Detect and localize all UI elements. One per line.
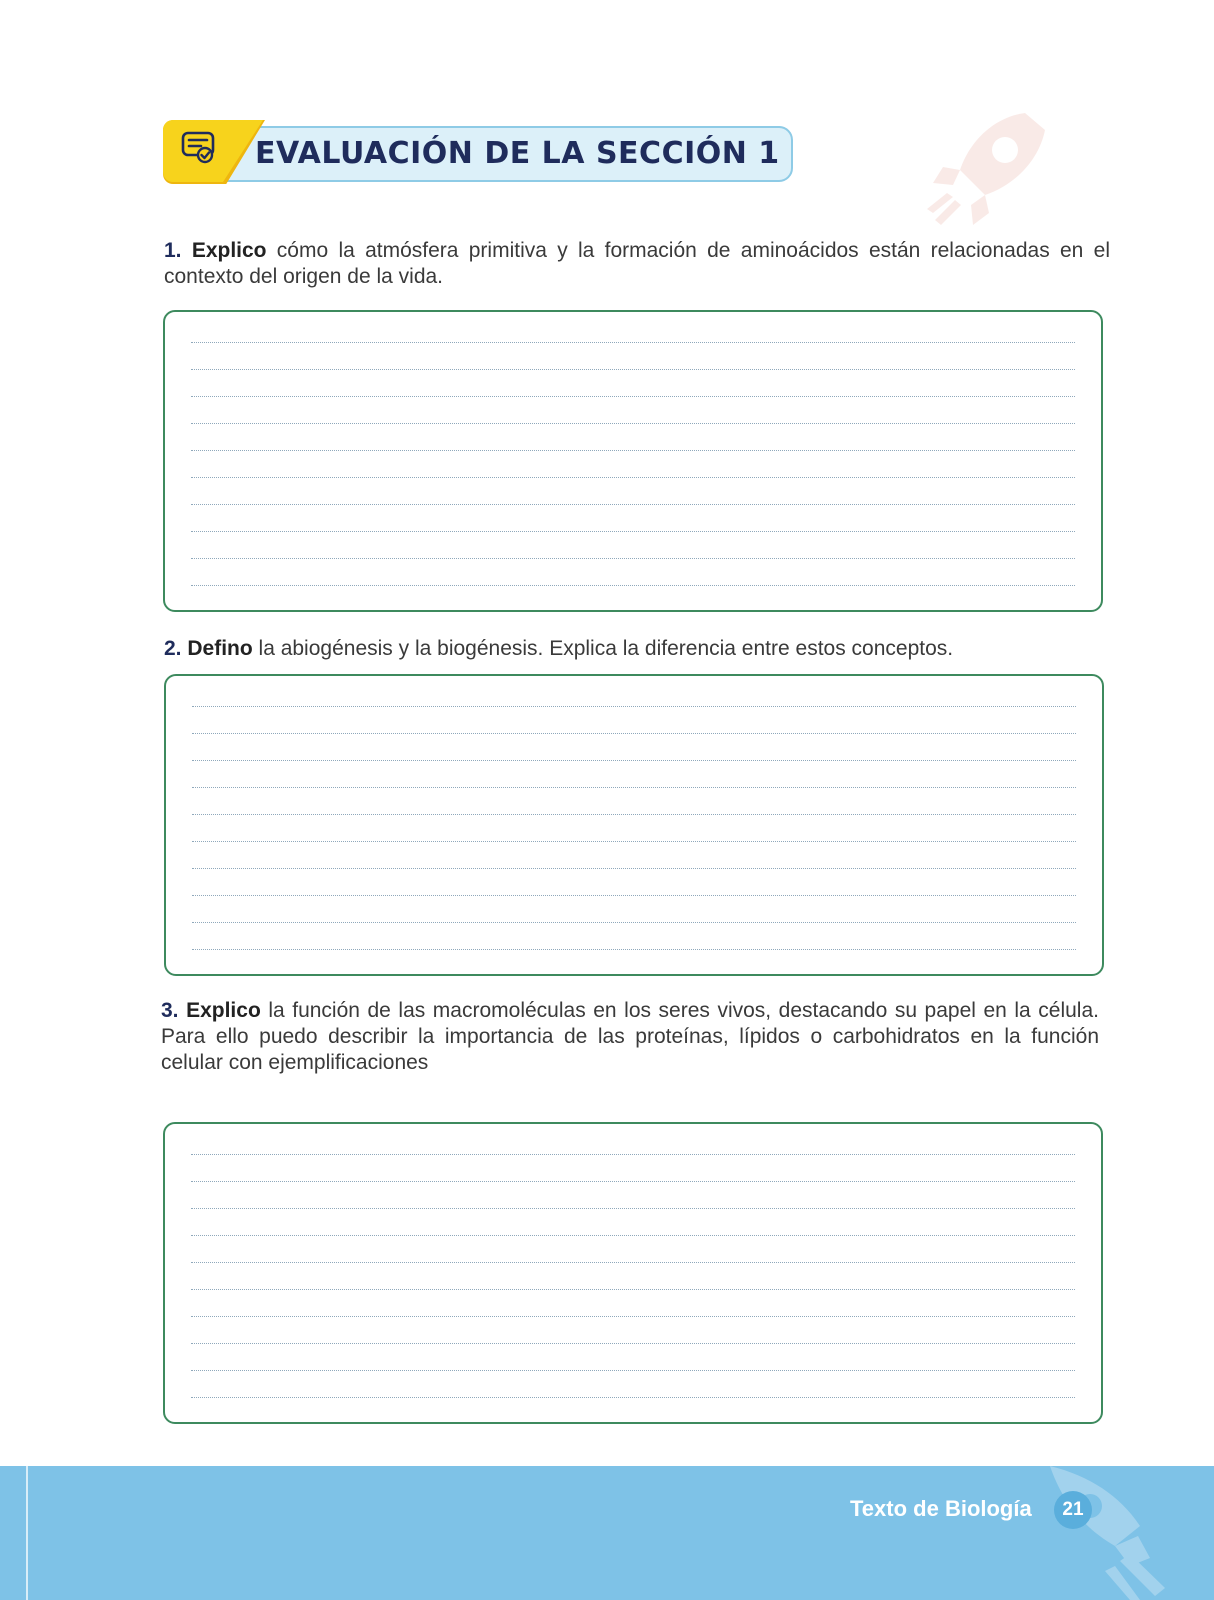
answer-line bbox=[191, 1262, 1075, 1263]
answer-line bbox=[192, 706, 1076, 707]
answer-line bbox=[192, 760, 1076, 761]
answer-line bbox=[191, 504, 1075, 505]
question-1 bbox=[164, 238, 1110, 290]
question-2 bbox=[164, 636, 1110, 662]
question-3-text: la función de las macromoléculas en los seres vivos, destacando su papel en la célula. Para ello puedo describir la importancia de las proteínas, lípidos o carbohidratos en la función celular con ejemplificaciones bbox=[161, 999, 1099, 1074]
question-3-number: 3. bbox=[161, 999, 179, 1022]
answer-box-1[interactable] bbox=[163, 310, 1103, 612]
answer-line bbox=[191, 1235, 1075, 1236]
question-2-verb: Defino bbox=[187, 637, 253, 660]
question-1-text: cómo la atmósfera primitiva y la formación de aminoácidos están relacionadas en el contexto del origen de la vida. bbox=[164, 239, 1110, 288]
footer-book-title: Texto de Biología bbox=[850, 1496, 1032, 1521]
answer-line bbox=[191, 1289, 1075, 1290]
answer-box-2[interactable] bbox=[164, 674, 1104, 976]
answer-line bbox=[192, 922, 1076, 923]
answer-line bbox=[191, 1343, 1075, 1344]
answer-line bbox=[191, 423, 1075, 424]
answer-line bbox=[191, 558, 1075, 559]
answer-line bbox=[191, 342, 1075, 343]
footer-divider bbox=[26, 1466, 28, 1600]
question-3-verb: Explico bbox=[186, 999, 261, 1022]
question-3 bbox=[161, 998, 1099, 1076]
answer-line bbox=[192, 868, 1076, 869]
answer-line bbox=[191, 531, 1075, 532]
question-1-number: 1. bbox=[164, 239, 182, 262]
question-2-text: la abiogénesis y la biogénesis. Explica la diferencia entre estos conceptos. bbox=[252, 637, 954, 660]
answer-line bbox=[191, 396, 1075, 397]
answer-line bbox=[192, 814, 1076, 815]
answer-line bbox=[192, 787, 1076, 788]
answer-line bbox=[192, 895, 1076, 896]
answer-line bbox=[191, 1154, 1075, 1155]
rocket-footer-icon bbox=[1020, 1466, 1180, 1600]
answer-line bbox=[191, 477, 1075, 478]
answer-line bbox=[191, 1208, 1075, 1209]
answer-line bbox=[191, 1370, 1075, 1371]
answer-line bbox=[191, 1397, 1075, 1398]
page-number: 21 bbox=[1062, 1499, 1084, 1520]
answer-line bbox=[191, 450, 1075, 451]
rocket-watermark-icon bbox=[925, 105, 1055, 235]
answer-line bbox=[192, 733, 1076, 734]
evaluation-check-icon bbox=[179, 130, 219, 166]
answer-line bbox=[191, 1181, 1075, 1182]
section-header-banner bbox=[163, 120, 793, 186]
answer-line bbox=[192, 841, 1076, 842]
answer-line bbox=[191, 369, 1075, 370]
section-title: EVALUACIÓN DE LA SECCIÓN 1 bbox=[255, 136, 780, 171]
question-1-verb: Explico bbox=[191, 239, 267, 262]
answer-line bbox=[192, 949, 1076, 950]
answer-line bbox=[191, 585, 1075, 586]
question-2-number: 2. bbox=[164, 637, 182, 660]
answer-line bbox=[191, 1316, 1075, 1317]
answer-box-3[interactable] bbox=[163, 1122, 1103, 1424]
